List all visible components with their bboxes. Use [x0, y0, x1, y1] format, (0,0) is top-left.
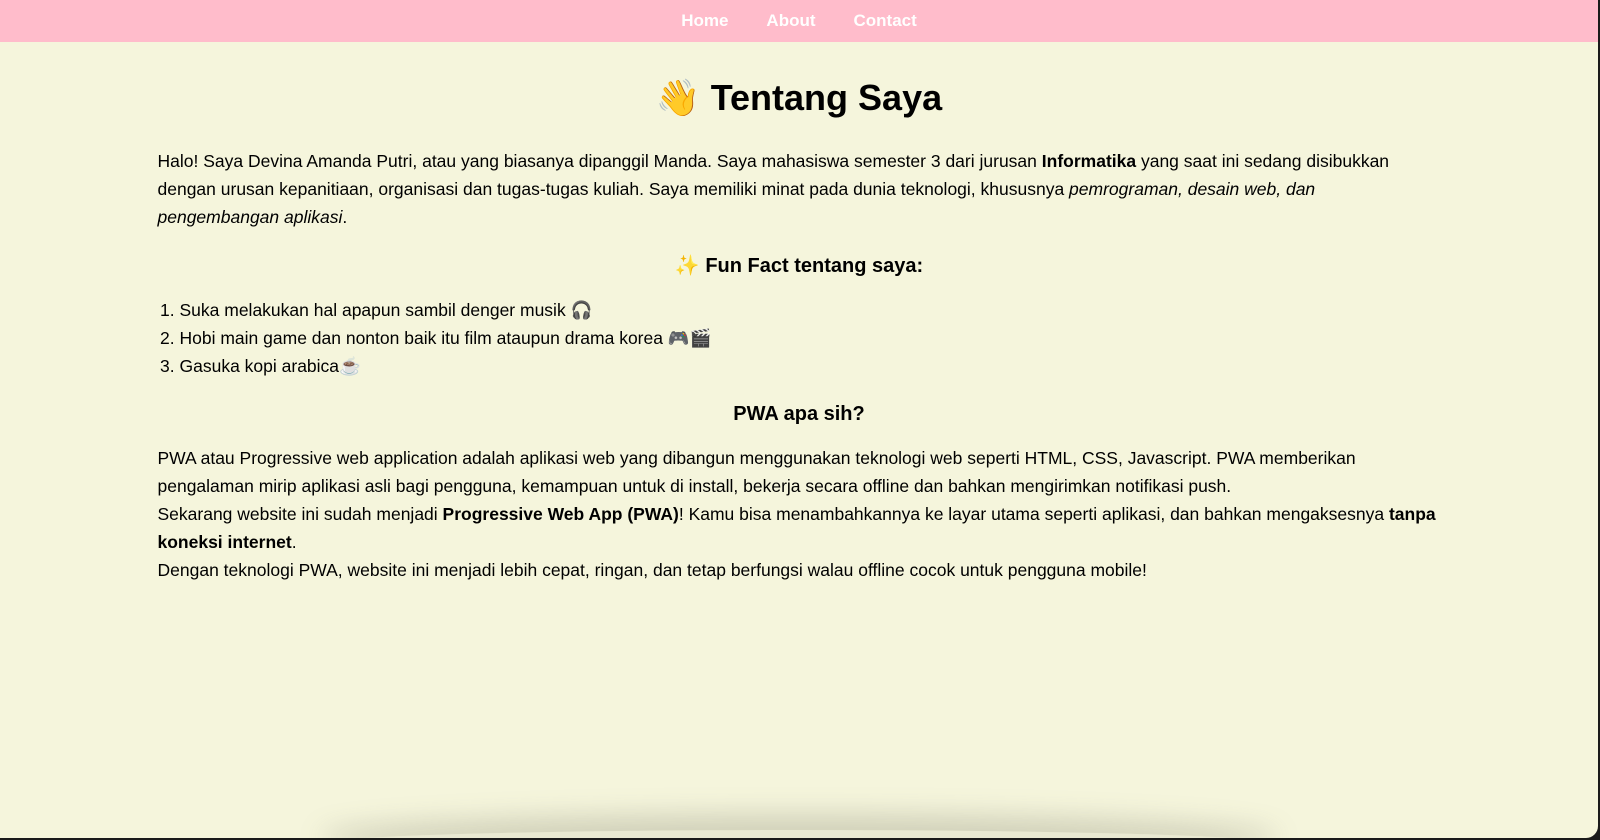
main-content — [158, 42, 1441, 584]
intro-text-1: Halo! Saya Devina Amanda Putri, atau yang biasanya dipanggil Manda. Saya mahasiswa semester 3 dari jurusan — [157, 150, 1042, 171]
pwa-heading: PWA apa sih? — [733, 402, 865, 425]
navbar — [0, 0, 1598, 42]
nav-home-link[interactable]: Home — [681, 11, 729, 30]
intro-paragraph — [158, 147, 1441, 231]
intro-major: Informatika — [1041, 150, 1137, 171]
fun-fact-heading-text: Fun Fact tentang saya: — [699, 254, 924, 277]
pwa-p2-text-b: ! Kamu bisa menambahkannya ke layar utama seperti aplikasi, dan bahkan mengaksesnya — [678, 503, 1389, 524]
nav-contact-link[interactable]: Contact — [853, 11, 917, 30]
pwa-p2-text-c: . — [291, 531, 297, 552]
pwa-paragraph-2 — [158, 500, 1441, 556]
pwa-p2-strong-1: Progressive Web App (PWA) — [442, 503, 679, 524]
page-title-text: Tentang Saya — [710, 77, 943, 118]
list-item: 2. Hobi main game dan nonton baik itu film ataupun drama korea 🎮🎬 — [180, 324, 1441, 352]
fun-fact-list — [158, 296, 1441, 380]
fun-fact-heading — [158, 251, 1441, 280]
pwa-paragraph-3: Dengan teknologi PWA, website ini menjadi lebih cepat, ringan, dan tetap berfungsi walau offline cocok untuk pengguna mobile! — [157, 559, 1147, 580]
page-title — [158, 78, 1441, 119]
waving-hand-icon: 👋 — [655, 78, 701, 119]
list-item: 1. Suka melakukan hal apapun sambil denger musik 🎧 — [180, 296, 1441, 324]
pwa-p2-strong-2: tanpa koneksi internet — [157, 503, 1436, 552]
footer-shadow — [330, 830, 1268, 838]
nav-about-link[interactable]: About — [766, 11, 816, 30]
sparkles-icon: ✨ — [674, 252, 700, 277]
intro-end: . — [342, 206, 348, 227]
intro-interests: pemrograman, desain web, dan pengembangan aplikasi — [157, 178, 1316, 227]
pwa-section — [158, 444, 1441, 584]
intro-text-2: yang saat ini sedang disibukkan dengan urusan kepanitiaan, organisasi dan tugas-tugas kuliah. Saya memiliki minat pada dunia teknologi, khususnya — [157, 150, 1390, 199]
pwa-p2-text-a: Sekarang website ini sudah menjadi — [157, 503, 443, 524]
pwa-paragraph-1: PWA atau Progressive web application adalah aplikasi web yang dibangun menggunakan teknologi web seperti HTML, CSS, Javascript. PWA memberikan pengalaman mirip aplikasi asli bagi pengguna, kemampuan untuk di install, bekerja secara offline dan bahkan mengirimkan notifikasi push. — [157, 447, 1356, 496]
list-item: 3. Gasuka kopi arabica☕ — [180, 352, 1441, 380]
